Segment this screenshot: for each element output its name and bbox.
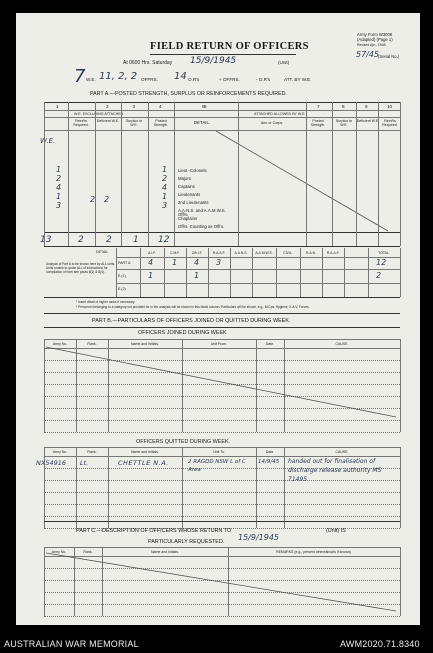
analysis-row-label: E.(1) [118, 274, 126, 278]
or-label: O.R's [188, 77, 200, 82]
col-number: 10 [387, 104, 393, 109]
plus-offrs: + OFFRS. [219, 77, 240, 82]
quitted-title: OFFICERS QUITTED DURING WEEK. [136, 439, 231, 445]
unit-handwritten: 7 [74, 66, 86, 87]
grid-vline [121, 102, 122, 246]
quitted-army-no: NX54916 [36, 459, 66, 467]
grid-vline [378, 102, 379, 246]
part-c-col-head: Army No. [51, 550, 67, 554]
at-line: At 0600 Hrs. Saturday [123, 60, 173, 66]
rank-label: Chaplains [178, 216, 198, 221]
quitted-col-head: Army No. [52, 450, 68, 454]
total-posted: 12 [158, 235, 170, 245]
form-page [16, 13, 420, 625]
joined-col-head: Army No. [52, 342, 68, 346]
col-number: 2 [106, 104, 109, 109]
analysis-col-head: TOTAL. [378, 251, 390, 255]
grid-vline [148, 102, 149, 246]
rank-label: Majors [178, 176, 191, 181]
analysis-value: 3 [216, 258, 222, 267]
analysis-col-head: C.M.F. [170, 251, 180, 255]
deficient-value: 2 [104, 195, 110, 204]
joined-col-head: Rank. [87, 342, 97, 346]
we-excl-label: W.E. EXCLUDING ATTACHED. [74, 112, 125, 116]
total-surplus: 1 [133, 235, 139, 245]
surplus2-head: Surplus to W.E. [335, 119, 353, 127]
we-value: 3 [56, 201, 62, 210]
joined-col-head: Name and Initials. [130, 342, 159, 346]
we-value: 1 [56, 165, 62, 174]
part-c-unit-is: (Unit) IS [326, 528, 346, 534]
posted-value: 2 [162, 174, 168, 183]
footer-left: AUSTRALIAN WAR MEMORIAL [4, 639, 139, 649]
reinf2-head: Reinf'ts Required. [382, 119, 398, 127]
grid-vline [356, 102, 357, 246]
posted2-head: Posted Strength. [310, 119, 326, 127]
joined-col-head: Unit From. [210, 342, 228, 346]
surplus-head: Surplus to W.E. [125, 119, 143, 127]
plus-or: - O.R's [256, 77, 271, 82]
note-1: * Insert detail of higher ranks if necessary. [76, 300, 136, 304]
att-label: ATT. BY W.E. [284, 77, 312, 82]
rank-label: Offrs. Counting as Offrs. [178, 224, 225, 229]
posted-value: 1 [162, 192, 168, 201]
analysis-value: 1 [148, 271, 154, 280]
or-value: 14 [174, 71, 187, 82]
analysis-col-head: 2/A.I.F. [191, 251, 203, 255]
col-number: 6 [202, 104, 205, 109]
col-number: 4 [159, 104, 162, 109]
part-c-title-2: PARTICULARLY REQUESTED. [148, 539, 225, 545]
rank-label: 2nd Lieutenants [178, 200, 209, 205]
analysis-value: 4 [148, 258, 154, 267]
quitted-date: 14/9/45 [258, 459, 280, 465]
total-we: 13 [40, 235, 52, 245]
col-number: 5 [204, 104, 207, 109]
part-c-title: PART C.—DESCRIPTION OF OFFICERS WHOSE RETURN TO [76, 528, 232, 534]
analysis-col-head: R.A.A.F. [212, 251, 226, 255]
analysis-detail-label: DETAIL [96, 250, 109, 254]
form-id-line3: Revised Apr., 1945 [357, 43, 386, 47]
deficient-head: Deficient W.E. [96, 119, 120, 123]
total-reinf: 2 [78, 235, 84, 245]
reinf-head: Reinf'ts Required. [73, 119, 89, 127]
rank-label: Lieut.-Colonels [178, 168, 207, 173]
offrs-label: OFFRS. [141, 77, 158, 82]
quitted-col-head: Name and Initials. [130, 450, 159, 454]
rank-label: Lieutenants [178, 192, 201, 197]
analysis-value: 1 [194, 271, 200, 280]
col-number: 8 [342, 104, 345, 109]
grid-vline [174, 102, 175, 246]
we-value: 4 [56, 183, 62, 192]
analysis-row-label: PART A. [118, 261, 132, 265]
analysis-label: Analysis of Part A to be shown here by ALL units. Units unable to quote ALL of instructions for compilation of form see paras 8(1) & 8(4). [46, 262, 116, 274]
we-value: 2 [56, 174, 62, 183]
quitted-unit-to: 2 RAGDD NSW L of C Area [188, 459, 246, 473]
analysis-value: 1 [172, 258, 178, 267]
grid-vline [332, 102, 333, 246]
analysis-col-head: A.A.N.S. [234, 251, 248, 255]
return-date: 15/9/1945 [190, 56, 237, 66]
joined-title: OFFICERS JOINED DURING WEEK [138, 330, 227, 336]
cancel-strokes [16, 13, 420, 625]
part-c-col-head: Rank. [83, 550, 93, 554]
rank-label: A.A.N.S. and A.A.M.W.S. Offrs. [178, 208, 226, 217]
analysis-value: 2 [376, 271, 382, 280]
joined-col-head: CAUSE. [335, 342, 349, 346]
rank-label: Captains [178, 184, 195, 189]
note-2: * Personnel belonging to a category not provided for in the analysis will be shown in this blank column. Particulars will be shown, e.g., M.Cps. Hygiene; K.A.V. Forces. [76, 305, 310, 309]
grid-vline [238, 102, 239, 246]
grid-vline [44, 102, 45, 246]
posted-value: 4 [162, 183, 168, 192]
quitted-col-head: Date. [265, 450, 275, 454]
form-id-line2: (Adapted) (Page 1) [357, 37, 393, 42]
unit-label: (Unit) [278, 60, 290, 65]
part-a-title: PART A.—POSTED STRENGTH, SURPLUS OR REINFORCEMENTS REQUIRED. [90, 91, 287, 97]
posted-value: 3 [162, 201, 168, 210]
we-prefix: W.E. [86, 77, 96, 82]
analysis-col-head: CIVIL. [283, 251, 293, 255]
analysis-value: 12 [376, 258, 387, 267]
we-col-head: W.E. [40, 137, 56, 145]
quitted-cause: handed out for finalisation of discharge release authority MS 71495 [288, 458, 382, 483]
form-id-line1: Army Form W3008 [357, 32, 393, 37]
analysis-col-head: R.A.N. [306, 251, 316, 255]
posted-head: Posted Strength. [153, 119, 169, 127]
quitted-name: CHETTLE N.A. [118, 459, 169, 467]
col-number: 1 [56, 104, 59, 109]
we-value: 1 [56, 192, 62, 201]
arm-head: Arm or Corps. [260, 121, 284, 125]
col-number: 9 [365, 104, 368, 109]
quitted-col-head: Rank. [87, 450, 97, 454]
analysis-col-head: A.A.M.W.S. [255, 251, 273, 255]
joined-col-head: Date. [265, 342, 275, 346]
quitted-col-head: Unit To. [213, 450, 225, 454]
serial-no-label: (Serial No.) [378, 54, 400, 59]
col-number: 3 [132, 104, 136, 109]
posted-value: 1 [162, 165, 168, 174]
part-b-title: PART B.—PARTICULARS OF OFFICERS JOINED OR QUITTED DURING WEEK. [92, 318, 291, 324]
detail-head: DETAIL. [193, 120, 211, 125]
part-c-col-head: REMARKS (e.g., present whereabouts if known). [276, 550, 352, 554]
footer-right: AWM2020.71.8340 [340, 639, 420, 649]
quitted-rank: Lt. [80, 459, 89, 467]
analysis-value: 4 [194, 258, 200, 267]
quitted-col-head: CAUSE. [335, 450, 349, 454]
grid-vline [400, 102, 401, 246]
we-value: 11, 2, 2 [99, 71, 138, 82]
col-number: 7 [317, 104, 320, 109]
attached-allowed-label: ATTACHED ALLOWED BY W.E. [254, 112, 306, 116]
part-c-col-head: Name and Initials. [150, 550, 179, 554]
total-deficient: 2 [106, 235, 112, 245]
surplus-row-value: 2 [90, 195, 96, 204]
analysis-col-head: R.A.A.F. [326, 251, 340, 255]
grid-vline [68, 102, 69, 246]
part-c-date: 15/9/1945 [238, 533, 280, 542]
deficient2-head: Deficient W.E. [356, 119, 380, 123]
analysis-col-head: A.I.F. [148, 251, 156, 255]
grid-vline [95, 102, 96, 246]
analysis-row-label: E.(2) [118, 287, 126, 291]
grid-vline [306, 102, 307, 246]
serial-no-value: 57/45 [356, 50, 380, 59]
form-title: FIELD RETURN OF OFFICERS [150, 41, 309, 52]
